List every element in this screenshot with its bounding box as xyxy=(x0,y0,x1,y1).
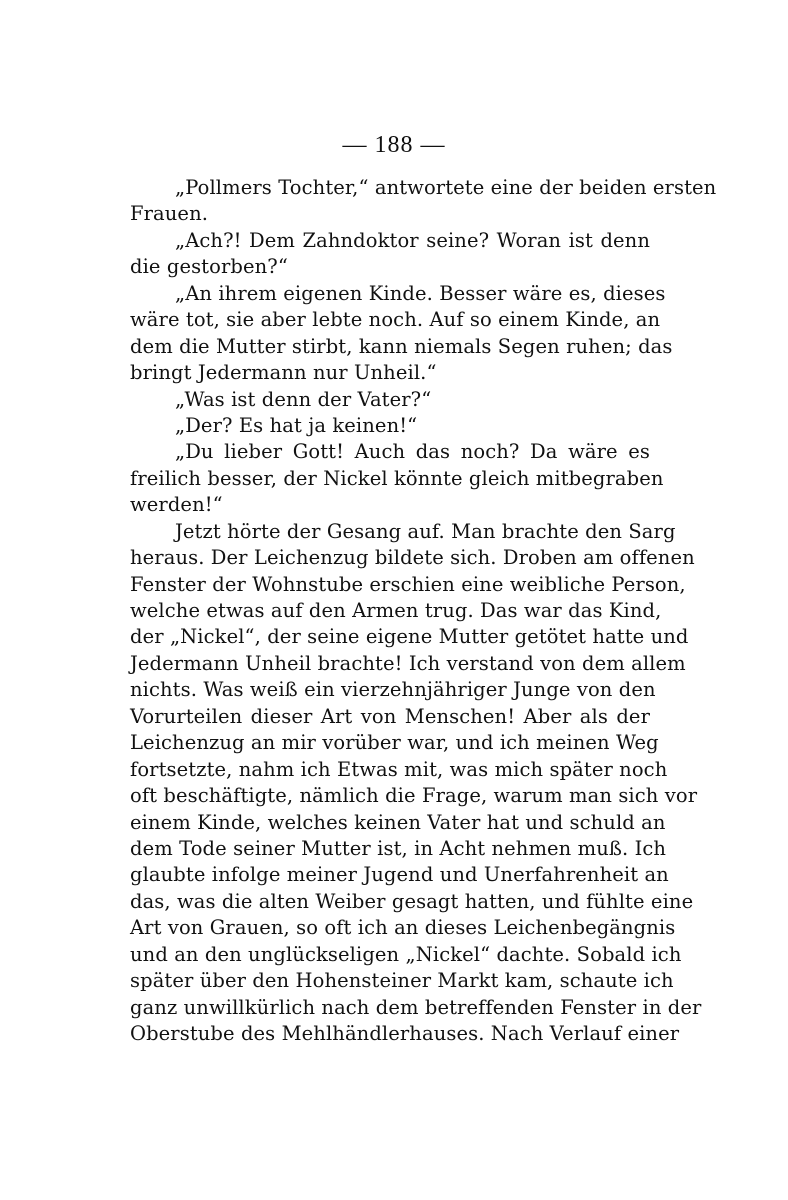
text-line: „Pollmers Tochter,“ antwortete eine der beiden ersten xyxy=(175,176,717,199)
text-line: „Du lieber Gott! Auch das noch? Da wäre es xyxy=(175,440,650,464)
text-line: Jetzt hörte der Gesang auf. Man brachte den Sarg xyxy=(175,519,676,543)
text-line: Frauen. xyxy=(130,202,209,226)
page-number: — 188 — xyxy=(342,132,446,158)
text-line: Vorurteilen dieser Art von Menschen! Aber als der xyxy=(130,704,650,728)
text-line: „An ihrem eigenen Kinde. Besser wäre es, dieses xyxy=(175,281,666,305)
text-line: Fenster der Wohnstube erschien eine weibliche Person, xyxy=(130,572,686,596)
text-line: oft beschäftigte, nämlich die Frage, warum man sich vor xyxy=(130,784,698,808)
text-line: „Ach?! Dem Zahndoktor seine? Woran ist denn xyxy=(175,228,650,252)
text-line: ganz unwillkürlich nach dem betreffenden Fenster in der xyxy=(130,995,702,1019)
text-line: Leichenzug an mir vorüber war, und ich meinen Weg xyxy=(130,731,659,755)
text-line: einem Kinde, welches keinen Vater hat und schuld an xyxy=(130,810,666,834)
text-line: freilich besser, der Nickel könnte gleich mitbegraben xyxy=(130,466,664,490)
text-line: Jedermann Unheil brachte! Ich verstand von dem allem xyxy=(130,651,686,675)
text-line: welche etwas auf den Armen trug. Das war das Kind, xyxy=(130,599,662,622)
text-line: nichts. Was weiß ein vierzehnjähriger Junge von den xyxy=(130,678,656,702)
text-line: werden!“ xyxy=(130,493,223,517)
text-line: „Was ist denn der Vater?“ xyxy=(175,387,432,411)
text-line: bringt Jedermann nur Unheil.“ xyxy=(130,361,437,385)
text-line: wäre tot, sie aber lebte noch. Auf so einem Kinde, an xyxy=(130,308,661,332)
text-line: dem die Mutter stirbt, kann niemals Segen ruhen; das xyxy=(130,334,673,358)
text-line: fortsetzte, nahm ich Etwas mit, was mich später noch xyxy=(130,757,668,781)
text-line: die gestorben?“ xyxy=(130,255,288,279)
text-line: Oberstube des Mehlhändlerhauses. Nach Verlauf einer xyxy=(130,1022,680,1045)
text-line: dem Tode seiner Mutter ist, in Acht nehmen muß. Ich xyxy=(130,836,667,860)
text-line: später über den Hohensteiner Markt kam, schaute ich xyxy=(130,969,674,993)
text-line: „Der? Es hat ja keinen!“ xyxy=(175,413,418,437)
text-line: heraus. Der Leichenzug bildete sich. Droben am offenen xyxy=(130,546,695,570)
body-text xyxy=(130,175,717,1047)
text-line: glaubte infolge meiner Jugend und Unerfahrenheit an xyxy=(130,863,669,887)
text-line: der „Nickel“, der seine eigene Mutter getötet hatte und xyxy=(130,625,689,649)
text-line: das, was die alten Weiber gesagt hatten, und fühlte eine xyxy=(130,889,694,913)
text-line: und an den unglückseligen „Nickel“ dachte. Sobald ich xyxy=(130,942,682,966)
text-line: Art von Grauen, so oft ich an dieses Leichenbegängnis xyxy=(130,916,676,940)
